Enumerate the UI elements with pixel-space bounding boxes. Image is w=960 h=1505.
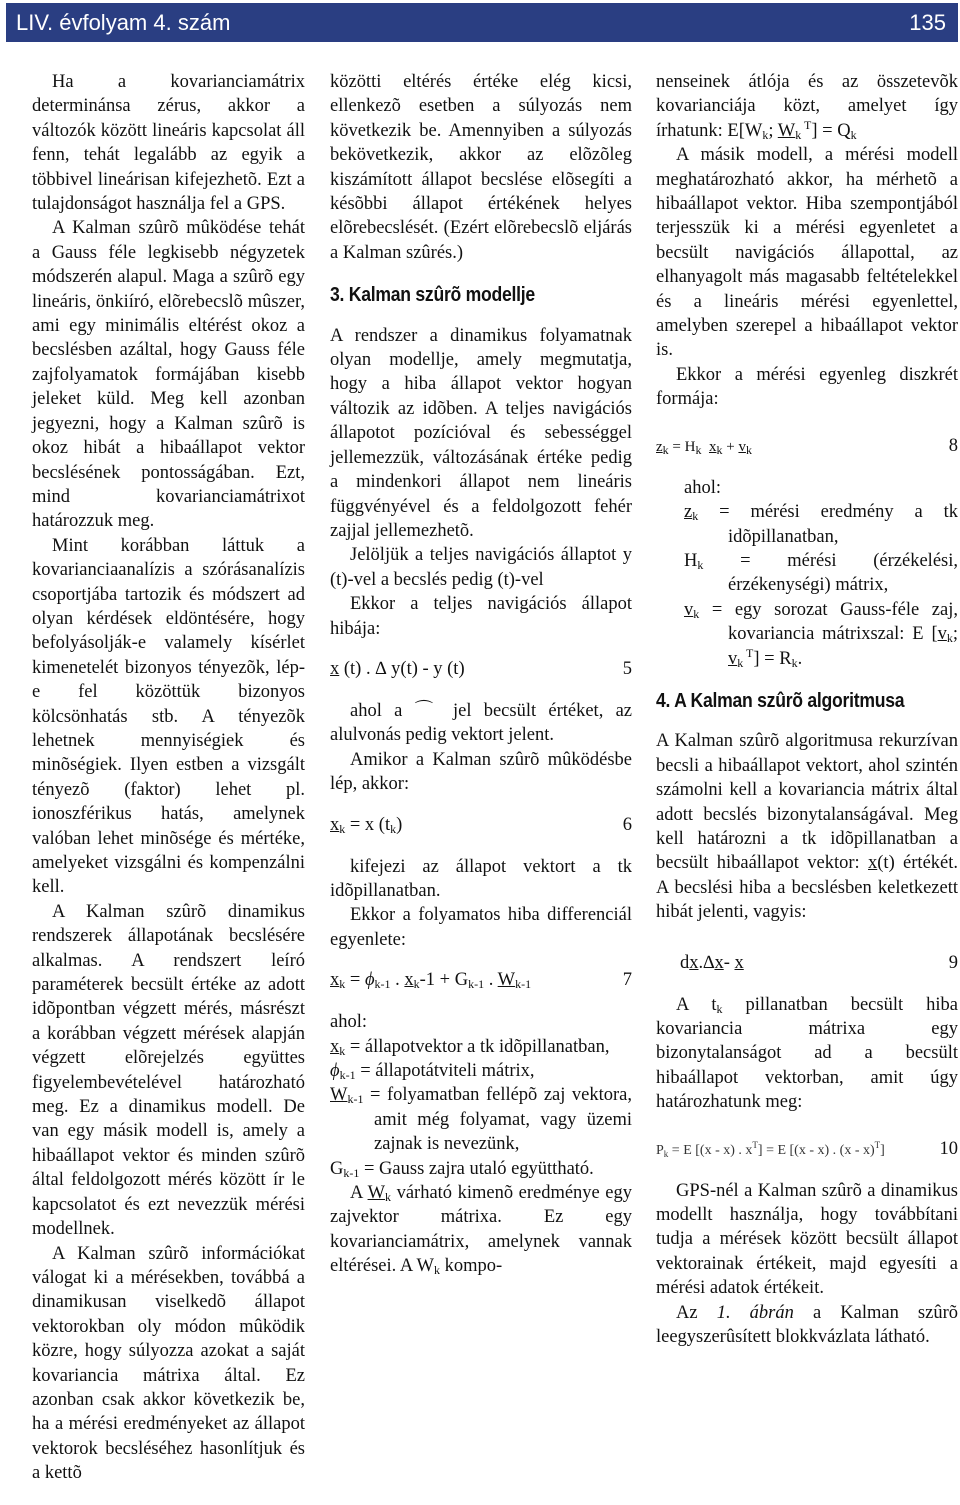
ahol-label: ahol: (330, 1012, 367, 1033)
definition-item: $H_k$ = mérési (érzékelési, érzékenységi) mátrix, (684, 550, 958, 596)
paragraph: A $W_k$ várható kimenõ eredménye egy zajvektor mátrixa. Ez egy kovarianciamátrix, amelynek vannak eltérései. A $W_k$ kompo- (330, 1183, 633, 1278)
paragraph: A Kalman szûrõ algoritmusa rekurzívan becsli a hibaállapot vektort, ahol szintén számolni kell a kovariancia mátrix által adott becslés bizonytalanságával. Meg kell határozni a tk idõpillanatban a becsült hibaállapot vektor: x(t) értékét. A becslési hiba a becslésben keletkezett hibát jelenti, vagyis: (656, 731, 959, 923)
page-header (6, 3, 958, 42)
definition-item: $v_k$ = egy sorozat Gauss-féle zaj, kovariancia mátrixszal: E [$v_k$; $v_k$ $^T] = R_k$. (684, 599, 958, 670)
paragraph: Ekkor a folyamatos hiba differenciál egyenlete: (330, 905, 632, 950)
equation-number: 10 (939, 1138, 958, 1159)
section-heading-4: 4. A Kalman szûrõ algoritmusa (656, 689, 905, 712)
equation-6: $x_k = x$ $(t_k)$ 6 (330, 814, 632, 836)
paragraph: Ha a kovarianciamátrix determinánsa zérus, akkor a változók között lineáris kapcsolat áll fenn, tehát legalább az egyik a többivel lineárisan kifejezhetõ. Ezt a tulajdonságot használja fel a GPS. (32, 72, 305, 215)
svg-text:Pk = E [(x - x) . xT] = E [(x: $P_k = E$ [(x - x) . $x^T] = E$ [(x - x) . (x - x)$^T$] (656, 1140, 885, 1160)
paragraph: Ekkor a teljes navigációs állapot hibája: (330, 594, 632, 639)
definition-list (656, 500, 958, 671)
ahol-label: ahol: (684, 477, 721, 498)
equation-9: dx.∆x- x 9 (656, 951, 958, 975)
column-3 (656, 70, 958, 1349)
equation-10 (656, 1137, 958, 1161)
section-heading-3: 3. Kalman szûrõ modellje (330, 284, 535, 307)
paragraph: A $t_k$ pillanatban becsült hiba kovariancia mátrixa egy bizonytalanságot ad a becsült hibaállapot vektorban, amit úgy határozhatunk meg: (656, 994, 958, 1113)
equation-number: 5 (622, 658, 632, 679)
paragraph: ahol a ⌒ jel becsült értéket, az alulvonás pedig vektort jelent. (330, 700, 632, 746)
column-2 (330, 70, 632, 1279)
equation-8: $z_k = H_k$ $x_k + v_k$ 8 (656, 435, 958, 457)
definition-item: $G_{k-1}$ = Gauss zajra utaló együttható. (330, 1158, 594, 1180)
equation-7: $x_k = \phi_{k-1}$ . $x_k-1 + G_{k-1}$ . $W_{k-1}$ 7 (330, 970, 632, 992)
paragraph: A Kalman szûrõ dinamikus rendszerek állapotának becslésére alkalmas. A rendszert leíró paraméterek becsült értéke az adott idõpontban végzett mérés, másrészt a korábban végzett mérések alapján végzett elõrejelzés együttes figyelembevételével határozható meg. Ez a dinamikus modell. De van egy másik modell is, amely a hibaállapot vektor és minden szûrõ által feldolgozott mérés között ír le kapcsolatot és ezt nevezzük mérési modellnek. (32, 901, 305, 1240)
paragraph: közötti eltérés értéke elég kicsi, ellenkezõ esetben a súlyozás nem következik be. Amennyiben a súlyozás bekövetkezik, akkor az elõzõleg kiszámított állapot becslése elõsegíti a késõbbi állapot értékének helyes elõrebecslését. (Ezért elõrebecslõ eljárás a Kalman szûrés.) (330, 72, 632, 263)
paragraph: Az 1. ábrán a Kalman szûrõ leegyszerûsített blokkvázlata látható. (656, 1302, 959, 1348)
page-number: 135 (909, 10, 946, 35)
equation-number: 9 (948, 952, 958, 973)
paragraph: A rendszer a dinamikus folyamatnak olyan modellje, amely megmutatja, hogy a hiba állapot vektor hogyan változik az idõben. A teljes navigációs állapotot pozícióval és sebességgel jellemezzük, változásának értéke pedig a mindenkori állapot nem lineáris függvényével és a feldolgozott fehér zajjal jellemezhetõ. (330, 325, 632, 541)
paragraph: kifejezi az állapot vektort a tk idõpillanatban. (330, 856, 632, 901)
covariance-formula-image (656, 1138, 926, 1160)
equation-number: 8 (948, 435, 958, 456)
paragraph: Mint korábban láttuk a kovarianciaanalízis a szórásanalízis csoportjába tartozik és módszert ad olyan kérdések eldöntésére, hogy befolyásolják-e valamely kísérlet kimenetelét bizonyos tényezõk, lép-e fel közöttük bizonyos kölcsönhatás stb. A tényezõk lehetnek mennyiségiek és minõségiek. Ilyen estben a vizsgált tényezõ (faktor) lehet pl. ionoszférikus hatás, amelynek valóban lehet minõsége és mértéke, amelyeket vizsgálni és kompenzálni kell. (32, 535, 305, 898)
paragraph: Ekkor a mérési egyenleg diszkrét formája: (656, 364, 958, 410)
definition-item: $z_k$ = mérési eredmény a tk idõpillanatban, (684, 502, 959, 547)
volume-label: LIV. évfolyam 4. szám (16, 10, 231, 35)
paragraph: Jelöljük a teljes navigációs állaptot y (t)-vel a becslés pedig (t)-vel (330, 545, 632, 590)
paragraph: Amikor a Kalman szûrõ mûködésbe lép, akkor: (330, 749, 632, 795)
definition-item: $\phi_{k-1}$ = állapotátviteli mátrix, (330, 1061, 535, 1082)
column-1 (32, 70, 305, 1486)
paragraph: nenseinek átlója és az összetevõk kovarianciája közt, amelyet így írhatunk: $E[W_k$; $W_k$ $^T] = Q_k$ (656, 72, 958, 142)
equation-number: 7 (622, 970, 632, 991)
paragraph: GPS-nél a Kalman szûrõ a dinamikus modellt használja, hogy továbbítani tudja a mérések között becsült állapot vektorainak értékeit, majd egyesíti a mérési adatok értékeit. (656, 1180, 958, 1299)
paragraph: A Kalman szûrõ információkat válogat ki a mérésekben, továbbá a dinamikusan viselkedõ állapot vektorokban oly módon mûködik közre, hogy súlyozza azokat a saját kovariancia mátrixa által. Ez azonban csak akkor következik be, ha a mérési eredményeket az állapot vektorok becsléséhez hasonlítjuk és a kettõ (32, 1243, 305, 1484)
paragraph: A másik modell, a mérési modell meghatározható akkor, ha mérhetõ a hibaállapot vektor. Hiba szempontjából terjesszük ki a mérési egyenletet a becsült navigációs állapottal, az elhanyagolt más magasabb feltételekkel és a lineáris mérési egyenlettel, amelyben szerepel a hibaállapot vektor is. (656, 145, 958, 361)
definition-item: $W_{k-1}$ = folyamatban fellépõ zaj vektora, amit még folyamat, vagy üzemi zajnak is nevezünk, (330, 1085, 633, 1155)
paragraph: A Kalman szûrõ mûködése tehát a Gauss féle legkisebb négyzetek módszerén alapul. Maga a szûrõ egy lineáris, önkiíró, elõrebecslõ mûszer, ami egy minimális eltérést okoz a becslésben azáltal, hogy Gauss féle zajfolyamatok formájában kisebb jeleket küld. Meg kell azonban jegyezni, hogy a Kalman szûrõ is okoz hibát a hibaállapot vektor becslésének pontosságában. Ezt, mind kovarianciamátrixot határozzuk meg. (32, 218, 305, 532)
equation-5: x (t) . ∆ y(t) - y (t) 5 (330, 657, 632, 681)
definition-list (330, 1035, 632, 1181)
definition-item: $x_k$ = állapotvektor a tk idõpillanatban, (330, 1036, 610, 1058)
equation-number: 6 (622, 814, 632, 835)
